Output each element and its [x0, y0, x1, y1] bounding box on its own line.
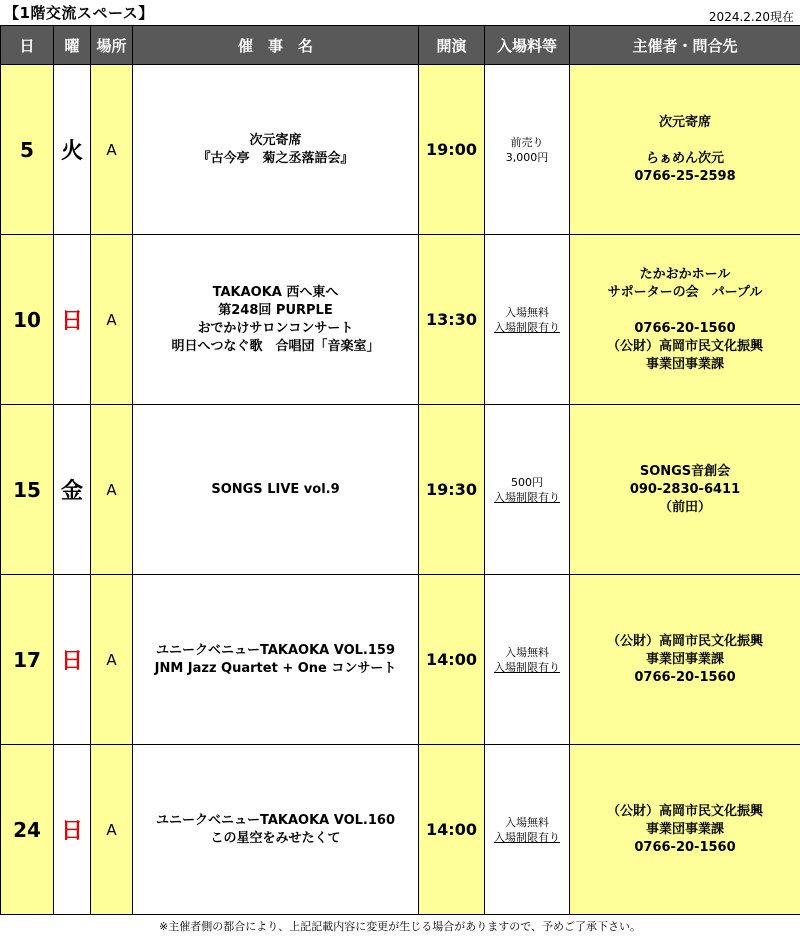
- organizer-line: （公財）高岡市民文化振興: [606, 338, 763, 354]
- weekday-label: 火: [60, 139, 83, 164]
- schedule-table: [0, 25, 800, 915]
- price-line: 入場制限有り: [494, 320, 560, 334]
- event-title-line: 明日へつなぐ歌 合唱団「音楽室」: [171, 338, 380, 354]
- event-title-cell: [133, 65, 419, 235]
- column-header-place: 場所: [91, 26, 133, 65]
- start-time: 13:30: [426, 310, 477, 329]
- organizer-line: 0766-20-1560: [634, 320, 736, 336]
- time-cell: [419, 575, 485, 745]
- organizer-line: らぁめん次元: [645, 150, 724, 166]
- column-header-event: 催 事 名: [133, 26, 419, 65]
- organizer-line: （前田）: [658, 499, 711, 515]
- weekday-cell: [54, 405, 91, 575]
- organizer-line: たかおかホール: [639, 266, 731, 282]
- place-cell: [91, 745, 133, 915]
- event-title-line: 『古今亭 菊之丞落語会』: [197, 150, 354, 166]
- day-number: 17: [13, 647, 41, 672]
- event-row: [1, 235, 800, 405]
- organizer-line: 事業団事業課: [645, 356, 724, 372]
- organizer-line: [570, 132, 800, 150]
- weekday-cell: [54, 65, 91, 235]
- day-cell: [1, 65, 54, 235]
- place-cell: [91, 65, 133, 235]
- price-cell: [485, 235, 570, 405]
- event-title-line: 第248回 PURPLE: [218, 302, 333, 318]
- organizer-line: 事業団事業課: [645, 651, 724, 667]
- event-title-line: TAKAOKA 西へ東へ: [212, 284, 339, 300]
- price-cell: [485, 405, 570, 575]
- organizer-line: 次元寄席: [658, 114, 711, 130]
- weekday-label: 日: [60, 309, 83, 334]
- weekday-label: 金: [60, 479, 83, 504]
- day-cell: [1, 575, 54, 745]
- organizer-cell: [570, 575, 800, 745]
- price-line: 3,000円: [505, 150, 549, 164]
- event-title-line: 次元寄席: [249, 132, 302, 148]
- event-title-cell: [133, 745, 419, 915]
- start-time: 14:00: [426, 650, 477, 669]
- as-of-date: 2024.2.20現在: [708, 10, 794, 24]
- start-time: 14:00: [426, 820, 477, 839]
- place-label: A: [106, 141, 117, 159]
- weekday-label: 日: [60, 819, 83, 844]
- organizer-line: サポーターの会 パープル: [607, 284, 763, 300]
- organizer-line: 090-2830-6411: [629, 481, 741, 497]
- event-title-line: JNM Jazz Quartet + One コンサート: [154, 660, 397, 676]
- column-header-organizer: 主催者・問合先: [570, 26, 800, 65]
- event-title-cell: [133, 575, 419, 745]
- place-label: A: [106, 651, 117, 669]
- price-line: 500円: [511, 475, 543, 489]
- start-time: 19:30: [426, 480, 477, 499]
- organizer-cell: [570, 405, 800, 575]
- page-title: 【1階交流スペース】: [4, 4, 154, 22]
- organizer-cell: [570, 235, 800, 405]
- day-cell: [1, 235, 54, 405]
- event-row: [1, 405, 800, 575]
- organizer-line: 0766-20-1560: [634, 839, 736, 855]
- event-title-line: この星空をみせたくて: [210, 830, 341, 846]
- organizer-line: 0766-25-2598: [634, 168, 736, 184]
- footer-note: ※主催者側の都合により、上記記載内容に変更が生じる場合がありますので、予めご了承下さい。: [159, 920, 641, 933]
- event-title-line: ユニークベニューTAKAOKA VOL.160: [155, 812, 395, 828]
- organizer-cell: [570, 65, 800, 235]
- column-header-weekday: 曜: [54, 26, 91, 65]
- column-header-day: 日: [1, 26, 54, 65]
- column-header-price: 入場料等: [485, 26, 570, 65]
- time-cell: [419, 65, 485, 235]
- event-row: [1, 575, 800, 745]
- price-line: 入場制限有り: [494, 660, 560, 674]
- organizer-line: 0766-20-1560: [634, 669, 736, 685]
- price-cell: [485, 65, 570, 235]
- place-cell: [91, 575, 133, 745]
- organizer-line: [570, 302, 800, 320]
- place-label: A: [106, 821, 117, 839]
- time-cell: [419, 405, 485, 575]
- column-header-time: 開演: [419, 26, 485, 65]
- organizer-line: （公財）高岡市民文化振興: [606, 633, 763, 649]
- event-title-line: ユニークベニューTAKAOKA VOL.159: [155, 642, 395, 658]
- price-line: 入場無料: [505, 645, 549, 659]
- price-line: 入場無料: [505, 305, 549, 319]
- day-cell: [1, 405, 54, 575]
- event-title-line: SONGS LIVE vol.9: [211, 481, 340, 497]
- weekday-cell: [54, 575, 91, 745]
- day-number: 10: [13, 307, 41, 332]
- organizer-line: 事業団事業課: [645, 821, 724, 837]
- weekday-cell: [54, 235, 91, 405]
- place-cell: [91, 405, 133, 575]
- price-cell: [485, 745, 570, 915]
- event-row: [1, 65, 800, 235]
- day-number: 15: [13, 477, 41, 502]
- price-line: 入場制限有り: [494, 830, 560, 844]
- event-title-cell: [133, 405, 419, 575]
- weekday-label: 日: [60, 649, 83, 674]
- price-line: 入場無料: [505, 815, 549, 829]
- day-number: 24: [13, 817, 41, 842]
- start-time: 19:00: [426, 140, 477, 159]
- price-cell: [485, 575, 570, 745]
- day-number: 5: [20, 137, 34, 162]
- place-label: A: [106, 481, 117, 499]
- time-cell: [419, 745, 485, 915]
- event-title-cell: [133, 235, 419, 405]
- weekday-cell: [54, 745, 91, 915]
- event-row: [1, 745, 800, 915]
- time-cell: [419, 235, 485, 405]
- organizer-cell: [570, 745, 800, 915]
- organizer-line: （公財）高岡市民文化振興: [606, 803, 763, 819]
- price-line: 入場制限有り: [494, 490, 560, 504]
- place-cell: [91, 235, 133, 405]
- organizer-line: SONGS音創会: [639, 463, 731, 479]
- event-title-line: おでかけサロンコンサート: [197, 320, 354, 336]
- place-label: A: [106, 311, 117, 329]
- price-line: 前売り: [510, 135, 544, 149]
- day-cell: [1, 745, 54, 915]
- header-row: [1, 26, 800, 65]
